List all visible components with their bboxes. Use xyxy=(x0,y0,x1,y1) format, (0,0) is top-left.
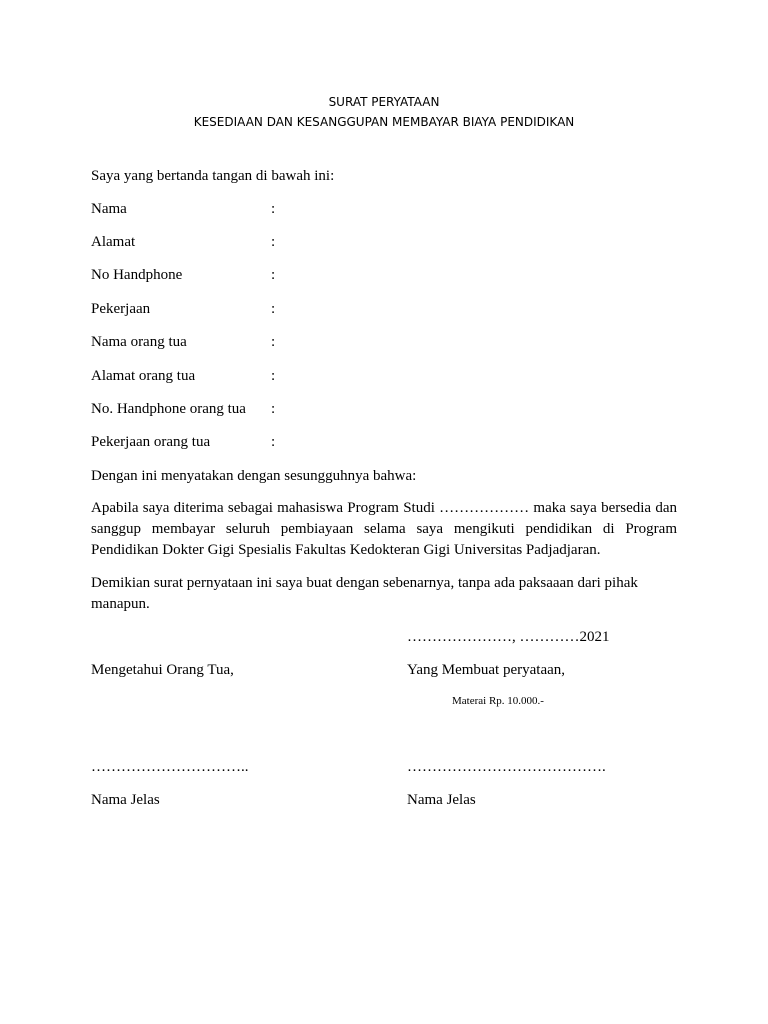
closing-paragraph: Demikian surat pernyataan ini saya buat dengan sebenarnya, tanpa ada paksaaan dari pihak manapun. xyxy=(91,575,638,612)
parent-signature-line: ………………………….. xyxy=(91,759,249,775)
field-label: Pekerjaan xyxy=(91,301,151,317)
statement-intro: Dengan ini menyatakan dengan sesungguhnya bahwa: xyxy=(91,468,417,484)
stamp-duty-note: Materai Rp. 10.000.- xyxy=(452,695,544,707)
field-colon: : xyxy=(271,434,276,450)
field-pekerjaan-orang-tua xyxy=(91,432,391,452)
field-label: Nama orang tua xyxy=(91,334,187,350)
field-label: No. Handphone orang tua xyxy=(91,401,246,417)
signer-signature-heading: Yang Membuat peryataan, xyxy=(407,662,566,678)
intro-text: Saya yang bertanda tangan di bawah ini: xyxy=(91,168,335,184)
field-colon: : xyxy=(271,401,276,417)
field-nama-orang-tua xyxy=(91,332,391,352)
field-colon: : xyxy=(271,267,276,283)
signer-name-label: Nama Jelas xyxy=(407,792,476,808)
signer-signature-line: …………………………………. xyxy=(407,759,606,775)
field-label: Nama xyxy=(91,201,127,217)
field-label: No Handphone xyxy=(91,267,183,283)
field-colon: : xyxy=(271,368,276,384)
document-subtitle: KESEDIAAN DAN KESANGGUPAN MEMBAYAR BIAYA PENDIDIKAN xyxy=(193,115,575,129)
statement-paragraph: Apabila saya diterima sebagai mahasiswa Program Studi ……………… maka saya bersedia dan sanggup membayar seluruh pembiayaan selama saya mengikuti pendidikan di Program Pendidikan Dokter Gigi Spesialis Fakultas Kedokteran Gigi Universitas Padjadjaran. xyxy=(91,500,677,558)
field-pekerjaan xyxy=(91,299,391,319)
field-label: Pekerjaan orang tua xyxy=(91,434,211,450)
place-date-line: …………………, …………2021 xyxy=(407,629,610,645)
field-handphone-orang-tua xyxy=(91,399,391,419)
document-title: SURAT PERYATAAN xyxy=(328,95,440,109)
field-colon: : xyxy=(271,301,276,317)
parent-signature-heading: Mengetahui Orang Tua, xyxy=(91,662,234,678)
field-colon: : xyxy=(271,201,276,217)
field-label: Alamat orang tua xyxy=(91,368,196,384)
field-alamat xyxy=(91,232,391,252)
field-nama xyxy=(91,199,391,219)
field-no-handphone xyxy=(91,265,391,285)
field-colon: : xyxy=(271,334,276,350)
field-label: Alamat xyxy=(91,234,136,250)
parent-name-label: Nama Jelas xyxy=(91,792,160,808)
field-colon: : xyxy=(271,234,276,250)
field-alamat-orang-tua xyxy=(91,366,391,386)
